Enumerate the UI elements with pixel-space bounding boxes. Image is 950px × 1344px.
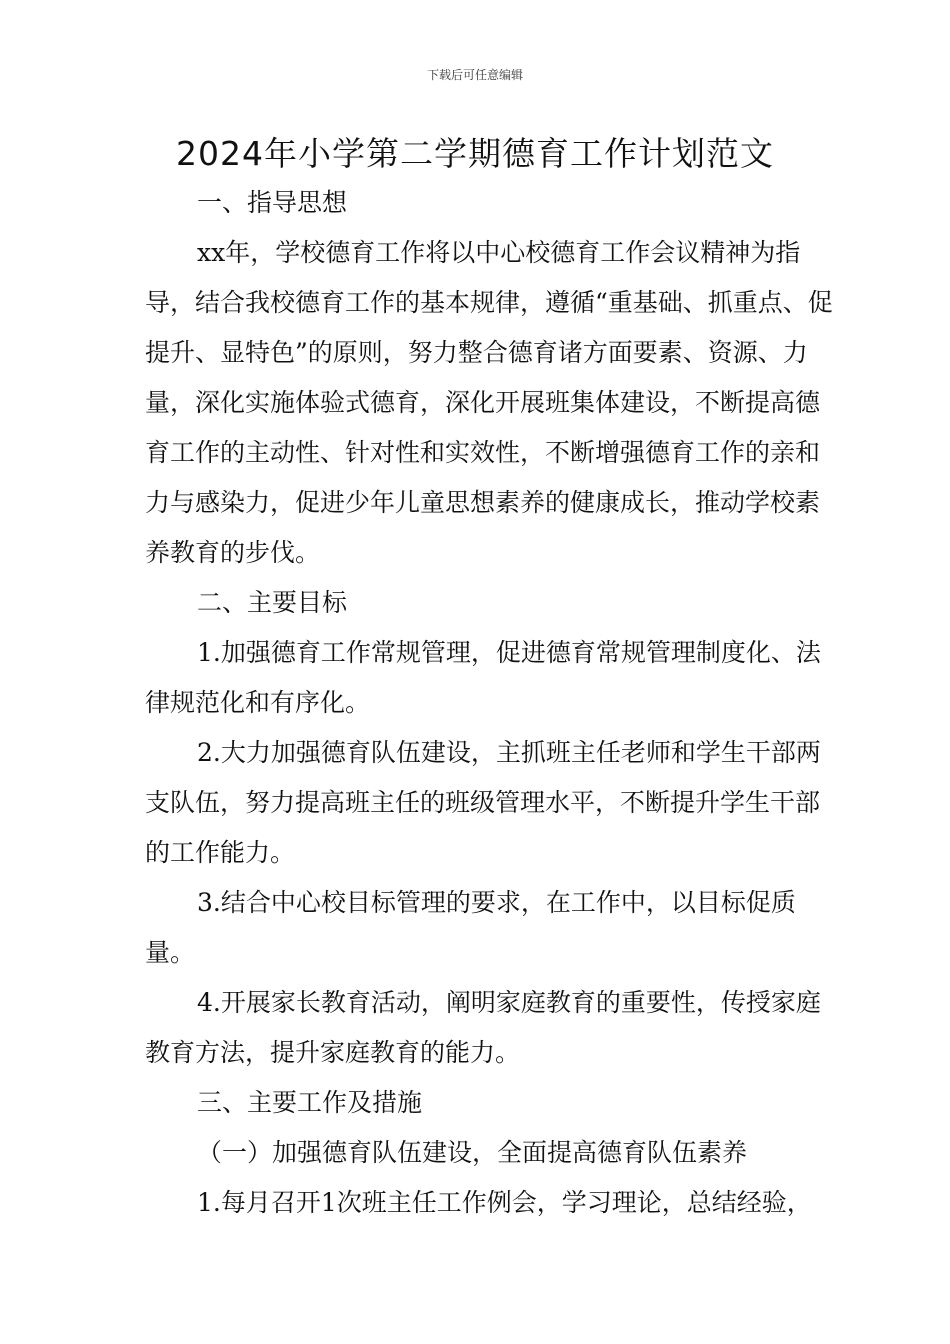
header-note: 下载后可任意编辑 [426, 68, 523, 82]
goal-item-4: 4.开展家长教育活动，阐明家庭教育的重要性，传授家庭教育方法，提升家庭教育的能力。 [145, 988, 821, 1067]
measure-item-1: 1.每月召开1次班主任工作例会，学习理论，总结经验， [197, 1188, 812, 1217]
section-heading-2: 二、主要目标 [197, 588, 348, 617]
section-heading-3: 三、主要工作及措施 [197, 1088, 423, 1117]
document-title: 2024年小学第二学期德育工作计划范文 [176, 134, 774, 173]
goal-item-2: 2.大力加强德育队伍建设，主抓班主任老师和学生干部两支队伍，努力提高班主任的班级管理水平，不断提升学生干部的工作能力。 [145, 738, 821, 867]
goal-item-3: 3.结合中心校目标管理的要求，在工作中，以目标促质量。 [145, 888, 796, 967]
subsection-heading-1: （一）加强德育队伍建设，全面提高德育队伍素养 [197, 1138, 748, 1167]
guiding-ideology-paragraph: xx年，学校德育工作将以中心校德育工作会议精神为指导，结合我校德育工作的基本规律，遵循“重基础、抓重点、促提升、显特色”的原则，努力整合德育诸方面要素、资源、力量，深化实施体验式德育，深化开展班集体建设，不断提高德育工作的主动性、针对性和实效性，不断增强德育工作的亲和力与感染力，促进少年儿童思想素养的健康成长，推动学校素养教育的步伐。 [145, 238, 833, 567]
section-heading-1: 一、指导思想 [197, 188, 348, 217]
document-body [145, 178, 835, 1228]
goal-item-1: 1.加强德育工作常规管理，促进德育常规管理制度化、法律规范化和有序化。 [145, 638, 821, 717]
